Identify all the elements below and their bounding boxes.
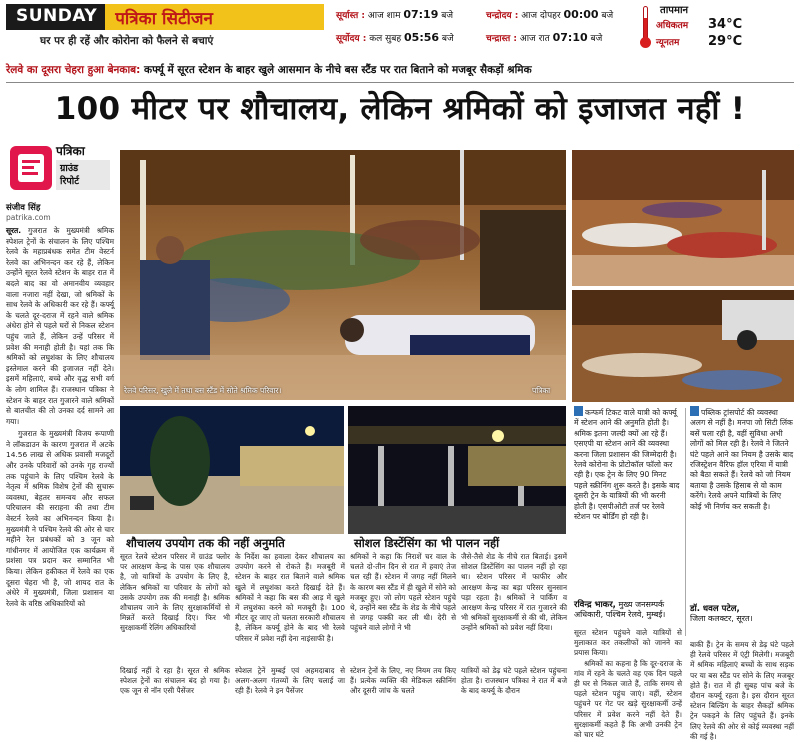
story2-col2: जैसे-तैसे शेड के नीचे रात बिताई। इसमें सोशल डिस्टेंसिंग का पालन नहीं हो रहा था। स्टेशन परिसर में फाफीर और आरक्षण केन्द्र का बड़ा परिसर सुनसान पड़ा रहता है। श्रमिकों ने पार्किंग व आरक्षण केन्द्र परिसर में रात गुजारने की भी श्रमिकों सुरक्षाकर्मी से की थी, लेकिन उन्होंने श्रमिकों को प्रवेश नहीं दिया।	[461, 552, 567, 633]
report-icon	[10, 146, 52, 190]
temperature	[656, 2, 796, 50]
page-title: 100 मीटर पर शौचालय, लेकिन श्रमिकों को इजाजत नहीं !	[54, 91, 746, 127]
temperature-title: तापमान	[660, 5, 689, 16]
moonrise-row: चन्द्रोदय : आज दोपहर 00:00 बजे	[486, 8, 614, 21]
byline: संजीव सिंह	[6, 203, 41, 213]
story2-tail1: स्टेशन ट्रेनों के लिए, नए नियम तय किए हैं। प्रत्येक व्यक्ति की मेडिकल स्क्रीनिंग और दूसरी जांच के चलते	[350, 666, 456, 696]
photo-bottom-left	[120, 406, 344, 534]
quote-railway-author: रविन्द्र भाकर, मुख्य जनसम्पर्क अधिकारी, पश्चिम रेलवे, मुम्बई।	[574, 600, 666, 619]
brand-sunday: SUNDAY	[6, 4, 105, 30]
moonset-row: चन्द्रास्त : आज रात 07:10 बजे	[486, 31, 603, 44]
bottom-col1: सूरत स्टेशन पहुंचने वाले यात्रियों से मुलाकात कर तकलीफों को जानने का प्रयास किया। श्रमिकों का कहना है कि दूर-दराज के गांव में रहने के चलते वह एक दिन पहले ही घर से निकल जाते हैं, ताकि समय से पहले स्टेशन पहुंच जाएं। वहीं, स्टेशन पहुंचने पर गेट पर खड़े सुरक्षाकर्मी उन्हें परिसर में प्रवेश करने नहीं देते हैं। सुरक्षाकर्मी कहते हैं कि अभी उनकी ट्रेन को चार घंटे	[574, 628, 682, 740]
photo-bottom-mid	[348, 406, 566, 534]
sun-times	[336, 4, 476, 50]
story2-tail2: यात्रियों को डेढ़ घंटे पहले स्टेशन पहुंचना होता है। राजस्थान पत्रिका ने रात में बजे के बाद कर्फ्यू के दौरान	[461, 666, 567, 696]
story1-col2: के निर्देश का हवाला देकर शौचालय का उपयोग करने से रोकते हैं। मजबूरी में स्टेशन के बाहर रात बिताने वाले श्रमिक खुले में लघुशंका करते दिखाई देते हैं। श्रमिकों ने कहा कि बस की आड़ में खुले में लघुशंका करने को मजबूरी है। 100 मीटर दूर जाए तो चलता सरकारी शौचालय है, लेकिन कर्फ्यू होने के बाद भी रेलवे परिसर में प्रवेश नहीं देना नाइंसाफी है।	[235, 552, 345, 643]
story2-col1: श्रमिकों ने कहा कि निराशें चर वाल के चलते दो-तीन दिन से रात में हवाएं तेज चल रही हैं। स्टेशन में जगह नहीं मिलने के कारण बस स्टैंड में ही खुले में सोने को मजबूर हुए। जो लोग पहले स्टेशन पहुंचे थे, उन्होंने बस स्टैंड के शेड के नीचे पहले से जगह पक्की कर ली थी। देरी से पहुंचने वाले लोगों ने भी	[350, 552, 456, 633]
bottom-col2: बाकी हैं। ट्रेन के समय से डेढ़ घंटे पहले ही रेलवे परिसर में एंट्री मिलेगी। मजबूरी में श्रमिक महिलाएं बच्चों के साथ सड़क पर या बस स्टैंड पर सोने के लिए मजबूर होते हैं। रात में ही सुबह पांच बजे के दौरान कर्फ्यू रहता है। इस दौरान सूरत स्टेशन बिल्डिंग के बाहर सैकड़ों श्रमिक ट्रेन पकड़ने के लिए पहुंचते हैं। इनके लिए रेलवे की ओर से कोई व्यवस्था नहीं की गई है।	[690, 640, 794, 741]
lead-body: सूरत. गुजरात के मुख्यमंत्री श्रमिक स्पेशल ट्रेनों के संचालन के लिए पश्चिम रेलवे के महाप्रबंधक समेत टीम वेस्टर्न रेलवे का अभिनन्दन कर रहे हैं, लेकिन उन्होंने सूरत रेलवे स्टेशन के बाहर रात में बदले बाद का वो अमानवीय व्यवहार वाला नजारा नहीं देखा, जो श्रमिकों के साथ रेलवे के अधिकारी कर रहे हैं। कर्फ्यू के चलते दूर-दराज में रहने वाले श्रमिक अंधेरा होने से पहले घरों से निकल स्टेशन पहुंच जाते हैं, लेकिन उन्हें परिसर में प्रवेश की मनाही होती है। यहां तक कि श्रमिकों को लघुशंका के लिए शौचालय इस्तेमाल करने की इजाजत नहीं देते। इसमें महिलाएं, बच्चे और वृद्ध सभी वर्ग के लोग शामिल हैं। राजस्थान पत्रिका ने स्टेशन के बाहर रात गुजारने वाले श्रमिकों से बातचीत की तो उनका दर्द सामने आ गया। गुजरात के मुख्यमंत्री विजय रूपाणी ने लॉकडाउन के कारण गुजरात में अटके 14.56 लाख से अधिक प्रवासी मजदूरों और उनके परिवारों को उनके गृह राज्यों तक पहुंचाने के लिए पश्चिम रेलवे के नेतृत्व में श्रमिक विशेष ट्रेनों की सुचारू व्यवस्था, बेहतर समन्वय और सफल परिचालन की सराहना की तथा टीम वेस्टर्न रेलवे का अभिनन्दन किया है। मुख्यमंत्री ने पश्चिम रेलवे की ओर से चार महीने रेल प्रबंधकों को 3 जून को गांधीनगर में आयोजित एक कार्यक्रम में प्रशंसा पत्र प्रदान कर सम्मानित भी किया। लेकिन हकीकत में रेलवे का एक दूसरा चेहरा भी है, जो शायद रात के अंधेरे में मुख्यमंत्री, जिला प्रशासन या रेलवे के वरिष्ठ अधिकारियों को	[6, 226, 114, 608]
main-photo-caption: रेलवे परिसर, खुले में तथा बस स्टैंड में सोते श्रमिक परिवार।	[124, 386, 282, 395]
story1-col1: सूरत रेलवे स्टेशन परिसर में ग्राउंड फ्लोर पर आरक्षण केन्द्र के पास एक शौचालय है, जो यात्रियों के उपयोग के लिए है, लेकिन श्रमिकों या परिवार के लोगों को उसके उपयोग तक की मनाही है। श्रमिक शौचालय जाने के लिए सुरक्षाकर्मियों से मिन्नतें करते दिखाई दिए। फिर भी सुरक्षाकर्मी रेलिंग अधिकारियों	[120, 552, 230, 633]
temp-max-row: अधिकतम 34°C	[656, 17, 743, 32]
kicker-lead: रेलवे का दूसरा चेहरा हुआ बेनकाब:	[6, 64, 141, 76]
quote-icon	[574, 406, 583, 416]
story1-tail1: दिखाई नहीं दे रहा है। सूरत से श्रमिक स्पेशल ट्रेनों का संचालन बंद हो गया है। एक जून से नॉन एसी पैसेंजर	[120, 666, 230, 696]
photo-right-mid	[572, 290, 794, 402]
masthead	[0, 0, 800, 60]
photo-credit: पत्रिका	[532, 386, 551, 395]
brand-name: पत्रिका सिटीजन	[105, 4, 324, 30]
story2-headline: सोशल डिस्टेंसिंग का भी पालन नहीं	[354, 536, 500, 550]
temp-min-row: न्यूनतम 29°C	[656, 34, 743, 49]
sunset-row: सूर्यास्त : आज शाम 07:19 बजे	[336, 8, 454, 21]
quote-icon	[690, 406, 699, 416]
byline-site: patrika.com	[6, 213, 51, 222]
brand-bar	[6, 4, 324, 30]
main-photo	[120, 150, 566, 400]
kicker	[6, 63, 794, 81]
quote-collector-author: डॉ. धवल पटेल, जिला कलक्टर, सूरत।	[690, 604, 753, 623]
ground-report-badge	[6, 140, 114, 198]
divider	[685, 408, 686, 636]
divider	[6, 82, 794, 83]
photo-right-top	[572, 150, 794, 286]
sunrise-row: सूर्योदय : कल सुबह 05:56 बजे	[336, 31, 454, 44]
quote-railway: कन्फर्म टिकट वाले यात्री को कर्फ्यू में स्टेशन आने की अनुमति होती है। श्रमिक इतना जल्दी क्यों आ रहे हैं। एसएपी या स्टेशन आने की व्यवस्था करना जिला प्रशासन की जिम्मेदारी है। रेलवे कोरोना के प्रोटोकॉल फॉलो कर रही है। एक ट्रेन के लिए 90 मिनट पहले स्क्रीनिंग शुरू करते है। इसके बाद दूसरी ट्रेन के यात्रियों की भी करनी होती है। एसपीओटी तर्ज पर रेलवे स्टेशन पर बोर्डिंग हो रही है।	[574, 408, 680, 522]
quote-collector: पब्लिक ट्रांसपोर्ट की व्यवस्था अलग से नहीं है। मनपा जो सिटी लिंक बसें चला रही है, वहीं सुविधा अभी लोगों को मिल रही है। रेलवे ने जितने घंटे पहले आने का नियम है उसके बाद रजिस्ट्रेशन वैरिफ हॉल एरिया में यात्री को बैठा सकते हैं। रेलवे को जो नियम बताया है उसके हिसाब से वो काम करेंगे। रेलवे अपने यात्रियों के लिए कोई भी निर्णय कर सकती है।	[690, 408, 794, 511]
badge-title: पत्रिका	[56, 144, 85, 158]
story1-headline: शौचालय उपयोग तक की नहीं अनुमति	[126, 536, 285, 550]
story1-tail2: स्पेशल ट्रेनें मुम्बई एवं अहमदाबाद से अलग-अलग गंतव्यों के लिए चलाई जा रही हैं। रेलवे ने इन पैसेंजर	[235, 666, 345, 696]
brand-tagline: घर पर ही रहें और कोरोना को फैलने से बचाएं	[40, 35, 214, 47]
badge-label: ग्राउंड रिपोर्ट	[56, 160, 110, 190]
lead-column	[6, 140, 114, 698]
moon-times	[486, 4, 636, 50]
thermometer-icon	[640, 6, 650, 48]
kicker-rest: कर्फ्यू में सूरत स्टेशन के बाहर खुले आसमान के नीचे बस स्टैंड पर रात बिताने को मजबूर सैकड़ों श्रमिक	[140, 64, 532, 76]
